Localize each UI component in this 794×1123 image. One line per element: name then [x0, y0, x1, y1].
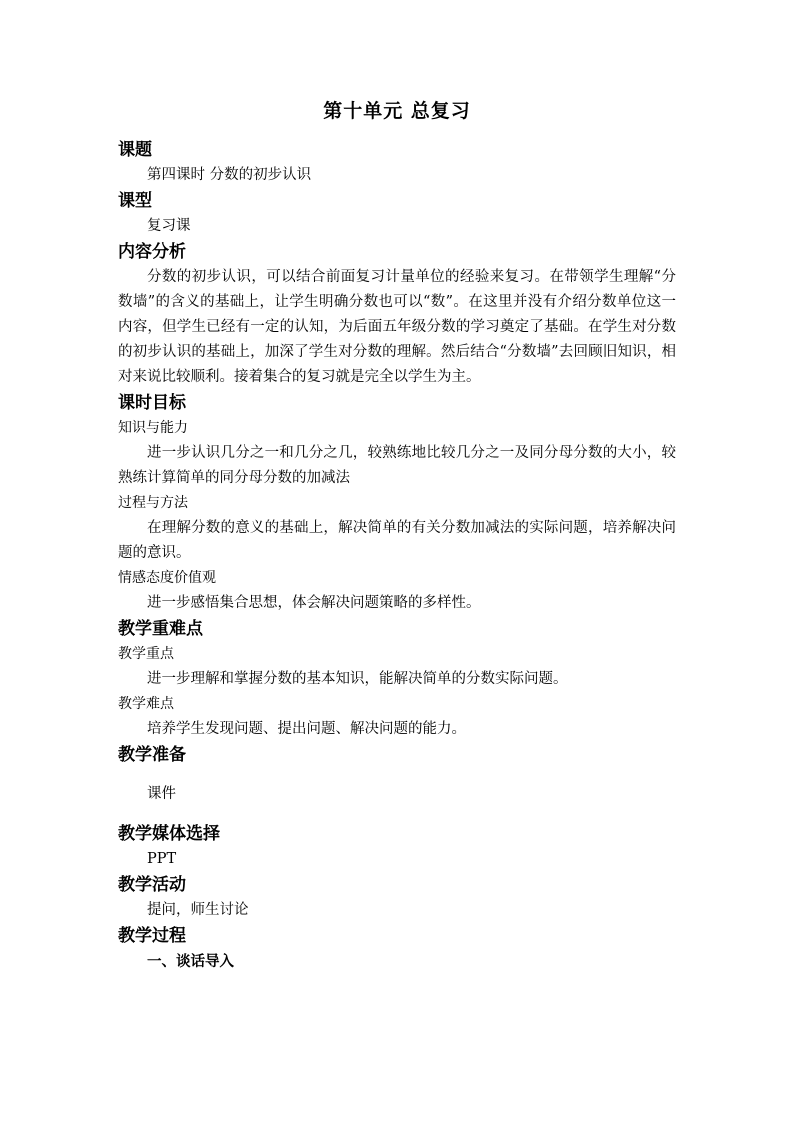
heading-analysis: 内容分析	[118, 242, 186, 262]
goals-knowledge-label: 知识与能力	[118, 420, 188, 436]
document-page	[118, 96, 676, 974]
heading-goals: 课时目标	[118, 393, 186, 413]
goals-process-label: 过程与方法	[118, 495, 188, 511]
goals-process-text: 在理解分数的意义的基础上，解决简单的有关分数加减法的实际问题，培养解决问题的意识。	[118, 520, 676, 561]
analysis-text: 分数的初步认识，可以结合前面复习计量单位的经验来复习。在带领学生理解“分数墙”的含义的基础上，让学生明确分数也可以“数”。在这里并没有介绍分数单位这一内容，但学生已经有一定的认知，为后面五年级分数的学习奠定了基础。在学生对分数的初步认识的基础上，加深了学生对分数的理解。然后结合“分数墙”去回顾旧知识，相对来说比较顺利。接着集合的复习就是完全以学生为主。	[118, 269, 676, 385]
procedure-step-1: 一、谈话导入	[147, 953, 234, 970]
key-label: 教学重点	[118, 646, 174, 662]
prep-text: 课件	[147, 786, 176, 802]
goals-emotion-label: 情感态度价值观	[118, 570, 216, 586]
document-title: 第十单元 总复习	[323, 100, 471, 122]
heading-media: 教学媒体选择	[118, 824, 220, 844]
key-text: 进一步理解和掌握分数的基本知识，能解决简单的分数实际问题。	[147, 671, 568, 687]
heading-type: 课型	[118, 191, 152, 211]
heading-prep: 教学准备	[118, 745, 186, 765]
heading-key-points: 教学重难点	[118, 619, 203, 639]
activity-text: 提问，师生讨论	[147, 902, 249, 918]
difficult-label: 教学难点	[118, 696, 174, 712]
goals-emotion-text: 进一步感悟集合思想，体会解决问题策略的多样性。	[147, 595, 481, 611]
media-text: PPT	[147, 851, 177, 867]
heading-activity: 教学活动	[118, 875, 186, 895]
spacer	[118, 768, 676, 782]
spacer	[118, 807, 676, 821]
topic-text: 第四课时 分数的初步认识	[147, 167, 312, 183]
difficult-text: 培养学生发现问题、提出问题、解决问题的能力。	[147, 721, 466, 737]
heading-procedure: 教学过程	[118, 926, 186, 946]
goals-knowledge-text: 进一步认识几分之一和几分之几，较熟练地比较几分之一及同分母分数的大小，较熟练计算简单的同分母分数的加减法	[118, 445, 676, 486]
heading-topic: 课题	[118, 140, 152, 160]
type-text: 复习课	[147, 218, 191, 234]
